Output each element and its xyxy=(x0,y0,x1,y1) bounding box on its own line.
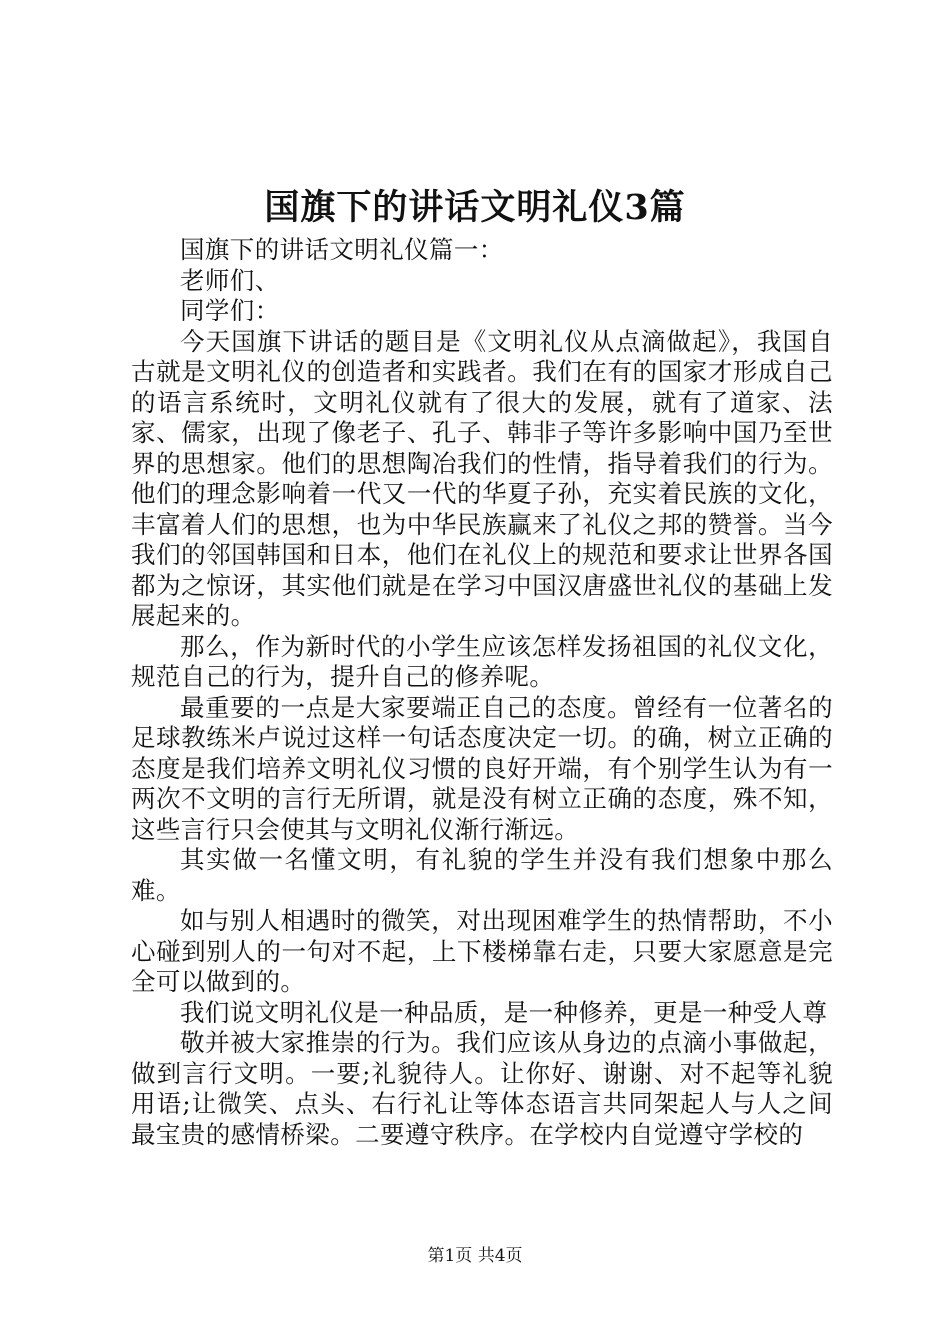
paragraph: 最重要的一点是大家要端正自己的态度。曾经有一位著名的足球教练米卢说过这样一句话态度决定一切。的确，树立正确的态度是我们培养文明礼仪习惯的良好开端，有个别学生认为有一两次不文明的言行无所谓，就是没有树立正确的态度，殊不知，这些言行只会使其与文明礼仪渐行渐远。 xyxy=(131,692,833,844)
paragraph: 如与别人相遇时的微笑，对出现困难学生的热情帮助，不小心碰到别人的一句对不起，上下楼梯靠右走，只要大家愿意是完全可以做到的。 xyxy=(131,906,833,996)
paragraph: 那么，作为新时代的小学生应该怎样发扬祖国的礼仪文化，规范自己的行为，提升自己的修养呢。 xyxy=(131,631,833,691)
paragraph: 敬并被大家推崇的行为。我们应该从身边的点滴小事做起，做到言行文明。一要;礼貌待人。让你好、谢谢、对不起等礼貌用语;让微笑、点头、右行礼让等体态语言共同架起人与人之间最宝贵的感情桥梁。二要遵守秩序。在学校内自觉遵守学校的 xyxy=(131,1028,833,1149)
document-title: 国旗下的讲话文明礼仪3篇 xyxy=(264,187,686,228)
paragraph: 国旗下的讲话文明礼仪篇一： xyxy=(180,235,504,264)
paragraph: 今天国旗下讲话的题目是《文明礼仪从点滴做起》，我国自古就是文明礼仪的创造者和实践者。我们在有的国家才形成自己的语言系统时，文明礼仪就有了很大的发展，就有了道家、法家、儒家，出现了像老子、孔子、韩非子等许多影响中国乃至世界的思想家。他们的思想陶冶我们的性情，指导着我们的行为。他们的理念影响着一代又一代的华夏子孙，充实着民族的文化，丰富着人们的思想，也为中华民族赢来了礼仪之邦的赞誉。当今我们的邻国韩国和日本，他们在礼仪上的规范和要求让世界各国都为之惊讶，其实他们就是在学习中国汉唐盛世礼仪的基础上发展起来的。 xyxy=(131,326,833,630)
paragraph: 同学们： xyxy=(180,296,280,325)
paragraph: 我们说文明礼仪是一种品质，是一种修养，更是一种受人尊 xyxy=(180,997,828,1027)
paragraph: 其实做一名懂文明，有礼貌的学生并没有我们想象中那么难。 xyxy=(131,845,833,905)
document-body xyxy=(131,235,833,1150)
page-footer: 第1页 共4页 xyxy=(427,1246,523,1266)
paragraph: 老师们、 xyxy=(180,265,280,295)
